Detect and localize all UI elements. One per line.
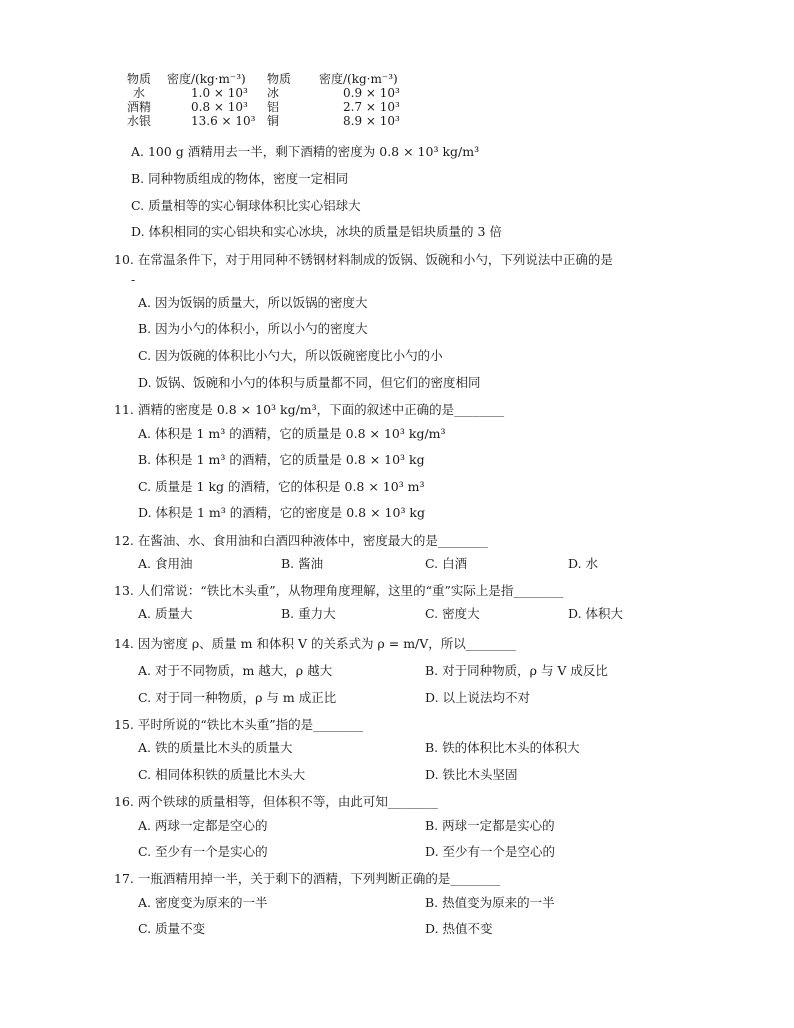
table-row — [127, 100, 409, 114]
q11-option-b: B. 体积是 1 m³ 的酒精，它的质量是 0.8 × 10³ kg — [138, 452, 425, 467]
table-cell: 冰 — [267, 86, 280, 100]
q14-option-a: A. 对于不同物质，m 越大，ρ 越大 — [138, 663, 333, 678]
q17-stem: 17. 一瓶酒精用掉一半，关于剩下的酒精，下列判断正确的是________ — [114, 871, 501, 886]
q10-option-b: B. 因为小勺的体积小，所以小勺的密度大 — [138, 321, 368, 336]
q16-stem: 16. 两个铁球的质量相等，但体积不等，由此可知________ — [114, 794, 438, 809]
table-row — [127, 114, 409, 128]
table-cell: 0.9 × 10³ — [343, 86, 400, 100]
q16-option-b: B. 两球一定都是实心的 — [425, 818, 555, 833]
q14-option-b: B. 对于同种物质，ρ 与 V 成反比 — [425, 663, 608, 678]
q12-option-d: D. 水 — [568, 556, 599, 571]
table-cell: 酒精 — [127, 100, 152, 114]
table-cell: 铝 — [267, 100, 280, 114]
q15-option-b: B. 铁的体积比木头的体积大 — [425, 740, 580, 755]
q17-option-a: A. 密度变为原来的一半 — [138, 895, 268, 910]
table-cell: 8.9 × 10³ — [343, 114, 400, 128]
q13-option-c: C. 密度大 — [425, 606, 480, 621]
q13-option-a: A. 质量大 — [138, 606, 193, 621]
table-header-cell: 密度/(kg·m⁻³) — [319, 72, 398, 86]
table-cell: 0.8 × 10³ — [191, 100, 248, 114]
q9-option-b: B. 同种物质组成的物体，密度一定相同 — [131, 171, 349, 186]
q9-option-d: D. 体积相同的实心铝块和实心冰块，冰块的质量是铝块质量的 3 倍 — [131, 224, 502, 239]
q9-option-c: C. 质量相等的实心铜球体积比实心铝球大 — [131, 198, 361, 213]
q11-stem: 11. 酒精的密度是 0.8 × 10³ kg/m³，下面的叙述中正确的是________ — [114, 402, 505, 417]
table-row — [127, 86, 409, 100]
q12-option-b: B. 酱油 — [281, 556, 324, 571]
table-cell: 水 — [133, 86, 146, 100]
q17-option-d: D. 热值不变 — [425, 921, 493, 936]
q14-option-d: D. 以上说法均不对 — [425, 690, 531, 705]
q10-dash: - — [131, 272, 136, 287]
q15-stem: 15. 平时所说的“铁比木头重”指的是________ — [114, 717, 364, 732]
table-header-cell: 密度/(kg·m⁻³) — [167, 72, 246, 86]
density-table — [127, 72, 409, 128]
table-cell: 水银 — [127, 114, 152, 128]
q16-option-a: A. 两球一定都是空心的 — [138, 818, 268, 833]
q17-option-c: C. 质量不变 — [138, 921, 206, 936]
q10-option-d: D. 饭锅、饭碗和小勺的体积与质量都不同，但它们的密度相同 — [138, 375, 481, 390]
q16-option-d: D. 至少有一个是空心的 — [425, 844, 556, 859]
q10-stem: 10. 在常温条件下，对于用同种不锈钢材料制成的饭锅、饭碗和小勺，下列说法中正确的是 — [114, 252, 613, 267]
q16-option-c: C. 至少有一个是实心的 — [138, 844, 268, 859]
q11-option-d: D. 体积是 1 m³ 的酒精，它的密度是 0.8 × 10³ kg — [138, 505, 426, 520]
q12-stem: 12. 在酱油、水、食用油和白酒四种液体中，密度最大的是________ — [114, 533, 488, 548]
table-cell: 2.7 × 10³ — [343, 100, 400, 114]
q12-option-a: A. 食用油 — [138, 556, 193, 571]
q13-option-d: D. 体积大 — [568, 606, 624, 621]
table-header-row — [127, 72, 409, 86]
q13-option-b: B. 重力大 — [281, 606, 336, 621]
table-cell: 13.6 × 10³ — [191, 114, 256, 128]
q15-option-c: C. 相同体积铁的质量比木头大 — [138, 767, 306, 782]
q15-option-a: A. 铁的质量比木头的质量大 — [138, 740, 293, 755]
q17-option-b: B. 热值变为原来的一半 — [425, 895, 555, 910]
q11-option-c: C. 质量是 1 kg 的酒精，它的体积是 0.8 × 10³ m³ — [138, 479, 425, 494]
q10-option-a: A. 因为饭锅的质量大，所以饭锅的密度大 — [138, 295, 368, 310]
q11-option-a: A. 体积是 1 m³ 的酒精，它的质量是 0.8 × 10³ kg/m³ — [138, 426, 446, 441]
q10-option-c: C. 因为饭碗的体积比小勺大，所以饭碗密度比小勺的小 — [138, 348, 443, 363]
table-header-cell: 物质 — [267, 72, 292, 86]
table-header-cell: 物质 — [127, 72, 152, 86]
q14-option-c: C. 对于同一种物质，ρ 与 m 成正比 — [138, 690, 337, 705]
q13-stem: 13. 人们常说：“铁比木头重”，从物理角度理解，这里的“重”实际上是指________ — [114, 583, 564, 598]
table-cell: 1.0 × 10³ — [191, 86, 248, 100]
q14-stem: 14. 因为密度 ρ、质量 m 和体积 V 的关系式为 ρ = m/V，所以________ — [114, 636, 516, 651]
q15-option-d: D. 铁比木头坚固 — [425, 767, 518, 782]
table-cell: 铜 — [267, 114, 280, 128]
q12-option-c: C. 白酒 — [425, 556, 468, 571]
q9-option-a: A. 100 g 酒精用去一半，剩下酒精的密度为 0.8 × 10³ kg/m³ — [131, 144, 480, 159]
